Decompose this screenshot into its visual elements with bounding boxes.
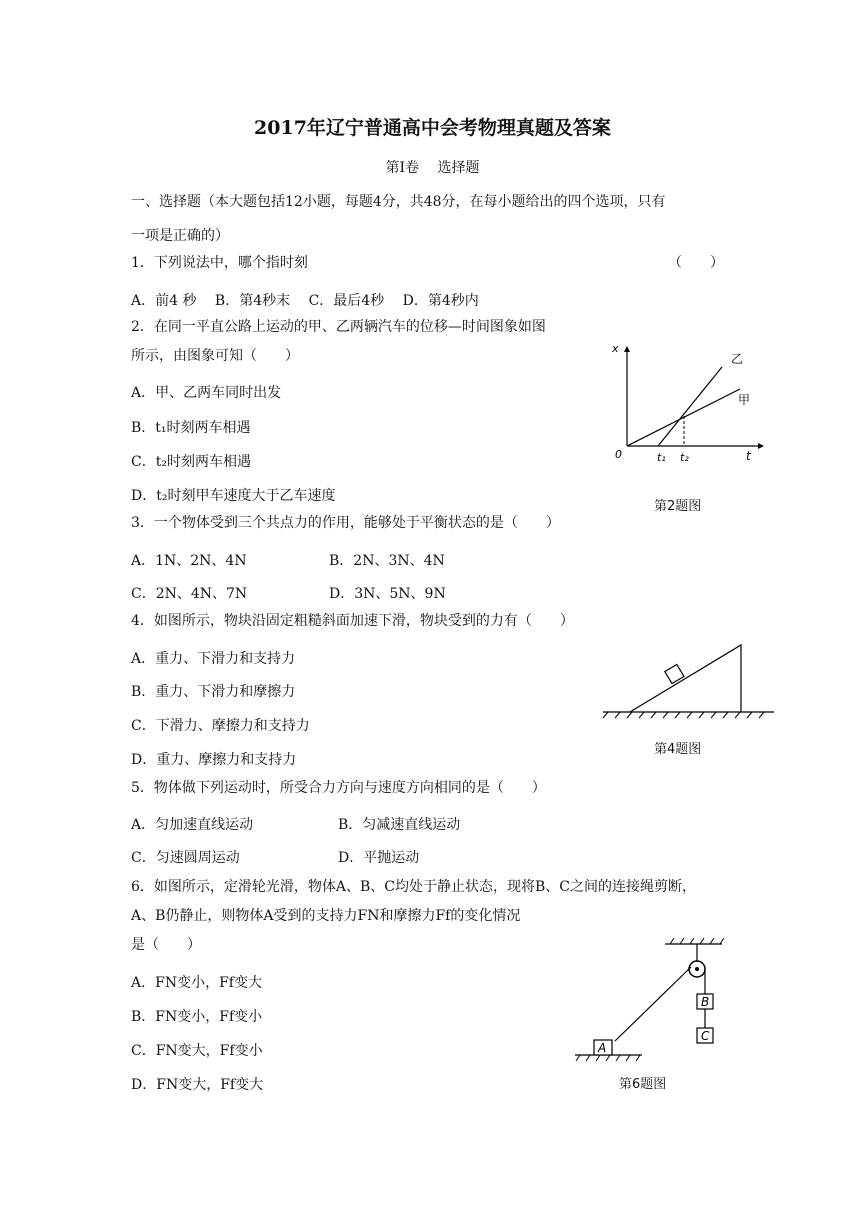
question-6-stem: 6．如图所示，定滑轮光滑，物体A、B、C均处于静止状态，现将B、C之间的连接绳剪断， — [131, 879, 697, 895]
figure-2-caption: 第2题图 — [654, 499, 702, 514]
option-a: A．匀加速直线运动 — [131, 817, 254, 833]
figure-4-incline — [598, 638, 778, 720]
rope — [615, 967, 691, 1041]
line-yi — [658, 367, 722, 446]
page-title: 2017年辽宁普通高中会考物理真题及答案 — [254, 117, 611, 139]
question-1-options: A．前4 秒 B．第4秒末 C．最后4秒 D．第4秒内 — [131, 293, 479, 309]
origin-label: 0 — [615, 448, 622, 461]
question-2-stem: 2．在同一平直公路上运动的甲、乙两辆汽车的位移—时间图象如图 — [131, 319, 546, 335]
intro-line: 一、选择题（本大题包括12小题，每题4分，共48分，在每小题给出的四个选项，只有 — [131, 194, 666, 210]
question-6-stem: A、B仍静止，则物体A受到的支持力FN和摩擦力Ff的变化情况 — [131, 908, 521, 924]
incline-plane — [630, 645, 741, 712]
option-a: A．重力、下滑力和支持力 — [131, 651, 296, 667]
option-b: B．2N、3N、4N — [329, 553, 445, 569]
option-c: C．FN变大，Ff变小 — [131, 1043, 263, 1059]
block-b-label: B — [701, 995, 710, 1009]
option-c: C．2N、4N、7N — [131, 586, 248, 602]
option-b: B．重力、下滑力和摩擦力 — [131, 684, 296, 700]
question-6-stem: 是（ ） — [131, 937, 201, 953]
line-label-jia: 甲 — [738, 393, 751, 407]
section-heading: 第Ⅰ卷 选择题 — [385, 160, 480, 176]
figure-2-xt-graph — [600, 340, 770, 470]
option-b: B．匀减速直线运动 — [338, 817, 461, 833]
y-axis-label: x — [612, 342, 619, 355]
tick-t2: t₂ — [680, 451, 689, 464]
option-c: C．t₂时刻两车相遇 — [131, 454, 251, 470]
option-a: A．FN变小，Ff变大 — [131, 975, 262, 991]
option-d: D．FN变大，Ff变大 — [131, 1077, 264, 1093]
option-d: D．重力、摩擦力和支持力 — [131, 752, 297, 768]
block-c-label: C — [701, 1029, 710, 1043]
option-c: C．下滑力、摩擦力和支持力 — [131, 718, 310, 734]
question-2-stem: 所示，由图象可知（ ） — [131, 348, 299, 364]
question-5-stem: 5．物体做下列运动时，所受合力方向与速度方向相同的是（ ） — [131, 780, 546, 796]
option-a: A．甲、乙两车同时出发 — [131, 385, 282, 401]
intro-line: 一项是正确的） — [131, 228, 229, 244]
figure-6-pulley — [570, 936, 730, 1064]
answer-paren: （ ） — [668, 255, 724, 271]
option-b: B．t₁时刻两车相遇 — [131, 420, 251, 436]
x-axis-label: t — [746, 449, 751, 463]
option-a: A．1N、2N、4N — [131, 553, 247, 569]
block-a-label: A — [598, 1041, 607, 1055]
option-d: D．t₂时刻甲车速度大于乙车速度 — [131, 488, 336, 504]
figure-4-caption: 第4题图 — [654, 742, 702, 757]
option-d: D．平抛运动 — [338, 850, 420, 866]
tick-t1: t₁ — [657, 451, 666, 464]
option-d: D．3N、5N、9N — [329, 586, 446, 602]
question-4-stem: 4．如图所示，物块沿固定粗糙斜面加速下滑，物块受到的力有（ ） — [131, 613, 574, 629]
question-3-stem: 3．一个物体受到三个共点力的作用，能够处于平衡状态的是（ ） — [131, 515, 560, 531]
line-label-yi: 乙 — [731, 352, 744, 366]
option-c: C．匀速圆周运动 — [131, 850, 240, 866]
option-b: B．FN变小，Ff变小 — [131, 1009, 263, 1025]
question-1-stem: 1．下列说法中，哪个指时刻 — [131, 255, 308, 271]
figure-6-caption: 第6题图 — [619, 1077, 667, 1092]
